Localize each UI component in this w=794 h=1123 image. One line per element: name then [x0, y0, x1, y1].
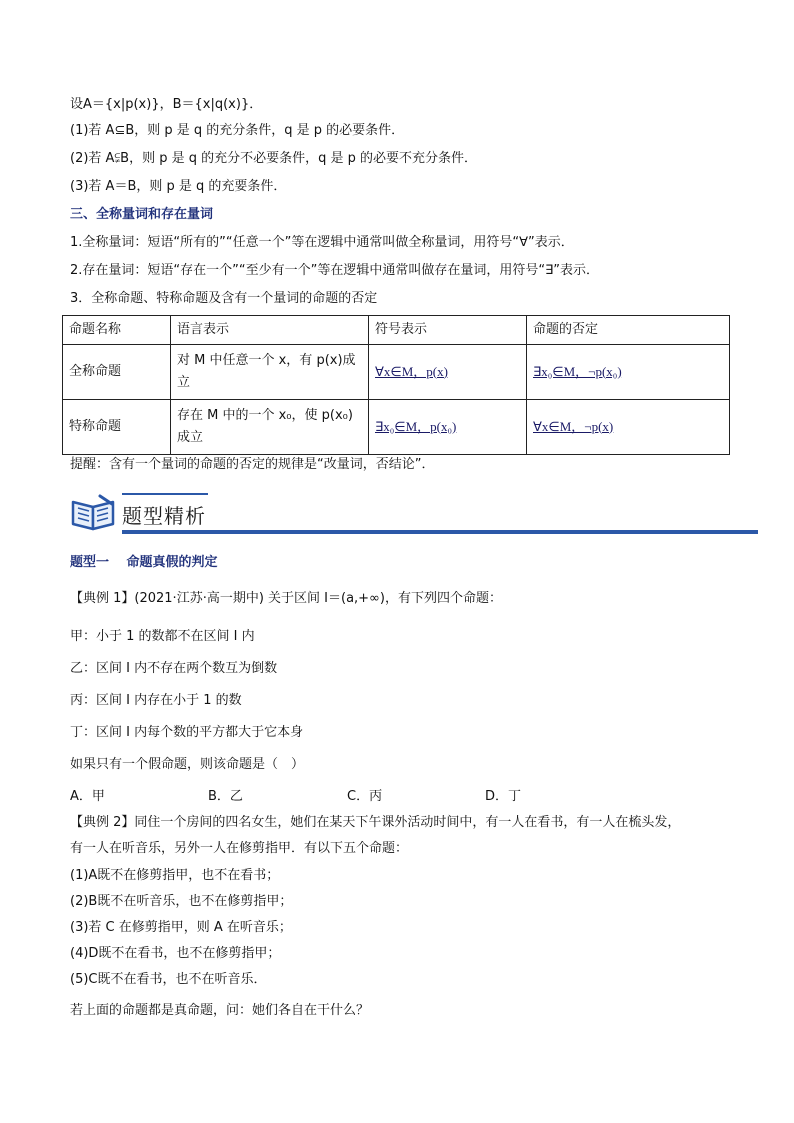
example-2-item: (5)C既不在看书，也不在听音乐．: [70, 972, 267, 987]
table-cell: [527, 400, 730, 455]
example-2-item: (1)A既不在修剪指甲，也不在看书；: [70, 868, 280, 883]
example-1-item: 乙：区间 I 内不存在两个数互为倒数: [70, 661, 278, 676]
option-d: D．丁: [485, 789, 522, 804]
example-2-line-1: 【典例 2】同住一个房间的四名女生，她们在某天下午课外活动时间中，有一人在看书，有一人在梳头发，: [70, 815, 681, 830]
example-1-item: 甲：小于 1 的数都不在区间 I 内: [70, 629, 255, 644]
banner-underline: [122, 530, 758, 534]
example-2-item: (3)若 C 在修剪指甲，则 A 在听音乐；: [70, 920, 292, 935]
condition-2: (2)若 A⫋B，则 p 是 q 的充分不必要条件，q 是 p 的必要不充分条件．: [70, 151, 478, 166]
option-b: B．乙: [208, 789, 243, 804]
banner-top-rule: [122, 493, 208, 495]
table-row: [63, 345, 730, 400]
table-header-cell: 语言表示: [171, 316, 369, 345]
symbolic-form: ∃x₀∈M，p(x₀): [375, 418, 457, 434]
reminder-note: 提醒：含有一个量词的命题的否定的规律是“改量词，否结论”．: [70, 457, 435, 472]
table-header-cell: 命题名称: [63, 316, 171, 345]
table-cell: [369, 345, 527, 400]
table-header-row: [63, 316, 730, 345]
type-1-title: 题型一 命题真假的判定: [70, 555, 218, 570]
example-1-item: 丁：区间 I 内每个数的平方都大于它本身: [70, 725, 304, 740]
example-2-item: (2)B既不在听音乐，也不在修剪指甲；: [70, 894, 293, 909]
example-1-question: 如果只有一个假命题，则该命题是（ ）: [70, 757, 305, 772]
negation-form: ∃x₀∈M，¬p(x₀): [533, 363, 622, 379]
negation-form: ∀x∈M，¬p(x): [533, 418, 614, 434]
example-2-question: 若上面的命题都是真命题，问：她们各自在干什么？: [70, 1003, 370, 1018]
table-header-cell: 符号表示: [369, 316, 527, 345]
option-a: A．甲: [70, 789, 105, 804]
table-cell: 对 M 中任意一个 x，有 p(x)成立: [171, 345, 369, 400]
symbolic-form: ∀x∈M，p(x): [375, 363, 448, 379]
condition-3: (3)若 A＝B，则 p 是 q 的充要条件．: [70, 179, 287, 194]
example-2-line-2: 有一人在听音乐，另外一人在修剪指甲．有以下五个命题：: [70, 841, 409, 856]
option-c: C．丙: [347, 789, 383, 804]
example-1-intro: 【典例 1】(2021·江苏·高一期中) 关于区间 I＝(a,+∞)，有下列四个命题：: [70, 591, 502, 606]
section-banner: [70, 490, 758, 538]
example-1-item: 丙：区间 I 内存在小于 1 的数: [70, 693, 242, 708]
set-definition: 设A＝{x|p(x)}，B＝{x|q(x)}．: [70, 97, 263, 112]
table-cell: 存在 M 中的一个 x₀，使 p(x₀)成立: [171, 400, 369, 455]
negation-section-title: 3．全称命题、特称命题及含有一个量词的命题的否定: [70, 291, 378, 306]
table-cell: 全称命题: [63, 345, 171, 400]
table-row: [63, 400, 730, 455]
example-2-item: (4)D既不在看书，也不在修剪指甲；: [70, 946, 281, 961]
banner-title: 题型精析: [122, 504, 206, 528]
existential-quantifier-def: 2.存在量词：短语“存在一个”“至少有一个”等在逻辑中通常叫做存在量词，用符号“∃”表示．: [70, 263, 600, 278]
table-cell: [527, 345, 730, 400]
table-cell: [369, 400, 527, 455]
open-book-icon: [70, 494, 116, 536]
quantifier-table: [62, 315, 730, 455]
section-3-title: 三、全称量词和存在量词: [70, 207, 214, 222]
universal-quantifier-def: 1.全称量词：短语“所有的”“任意一个”等在逻辑中通常叫做全称量词，用符号“∀”表示．: [70, 235, 574, 250]
table-header-cell: 命题的否定: [527, 316, 730, 345]
condition-1: (1)若 A⊆B，则 p 是 q 的充分条件，q 是 p 的必要条件．: [70, 123, 405, 138]
table-cell: 特称命题: [63, 400, 171, 455]
